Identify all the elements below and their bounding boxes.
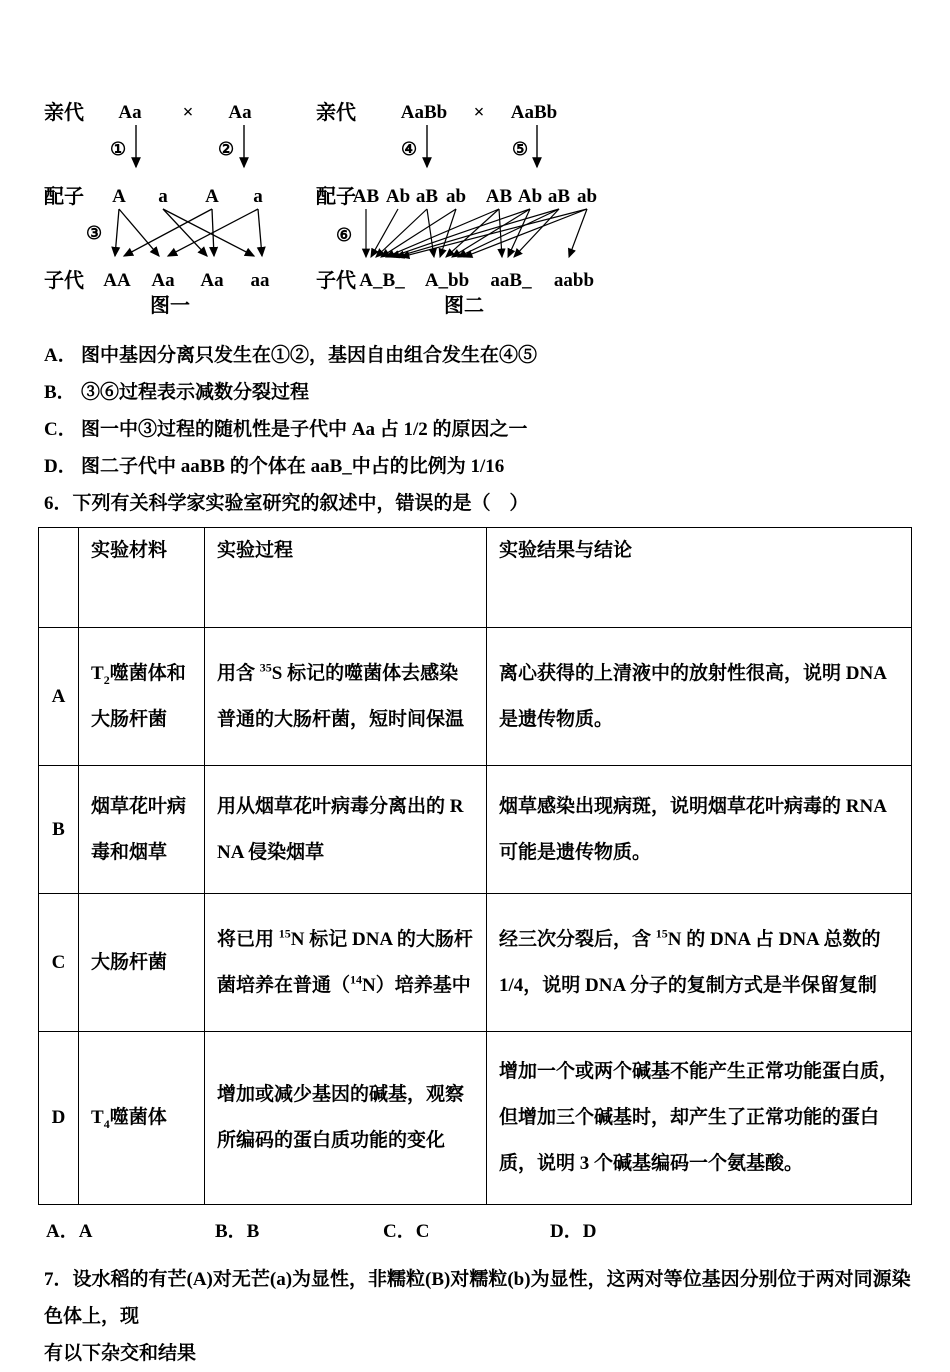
fig2-offspring-label: 子代 bbox=[316, 270, 356, 292]
row-c-process: 将已用 $^{15}$N 标记 DNA 的大肠杆菌培养在普通（$^{14}$N）培养基中 bbox=[205, 894, 487, 1032]
fig2-cross-sign: × bbox=[473, 102, 485, 123]
fig2-gamete-3: aB bbox=[415, 186, 439, 207]
row-b-key: B bbox=[39, 766, 79, 894]
row-b-material: 烟草花叶病毒和烟草 bbox=[79, 766, 205, 894]
fig2-parent2: AaBb bbox=[510, 102, 558, 123]
option-b-text: ③⑥过程表示减数分裂过程 bbox=[81, 382, 310, 403]
fig1-step3-badge: ③ bbox=[86, 223, 103, 243]
fig1-parent1: Aa bbox=[118, 102, 142, 123]
fig2-gamete-2: Ab bbox=[385, 186, 411, 207]
question7-line2: 有以下杂交和结果 bbox=[44, 1343, 197, 1364]
table-row-d bbox=[39, 1032, 912, 1205]
option-c-label: C． bbox=[44, 419, 77, 440]
row-d-process: 增加或减少基因的碱基，观察所编码的蛋白质功能的变化 bbox=[205, 1032, 487, 1205]
row-d-key: D bbox=[39, 1032, 79, 1205]
fig1-parent2: Aa bbox=[228, 102, 252, 123]
fig2-offspring-3: aaB_ bbox=[490, 270, 532, 291]
question7-stem bbox=[38, 1261, 912, 1372]
option-b-label: B． bbox=[44, 382, 76, 403]
fig2-gamete-8: ab bbox=[576, 186, 598, 207]
fig2-step6-badge: ⑥ bbox=[336, 225, 353, 245]
row-c-result: 经三次分裂后，含 $^{15}$N 的 DNA 占 DNA 总数的 1/4，说明 DNA 分子的复制方式是半保留复制 bbox=[487, 894, 912, 1032]
fig2-parent1: AaBb bbox=[400, 102, 448, 123]
question6-answer-options bbox=[46, 1219, 912, 1245]
genetics-figures bbox=[42, 95, 912, 315]
fig1-step2-badge: ② bbox=[218, 139, 235, 159]
fig1-gamete-3: A bbox=[205, 186, 219, 207]
fig1-caption: 图一 bbox=[150, 295, 190, 315]
fig2-caption: 图二 bbox=[444, 295, 484, 315]
question5-option-c bbox=[44, 411, 912, 448]
fig2-gamete-7: aB bbox=[547, 186, 571, 207]
fig2-gamete-4: ab bbox=[445, 186, 467, 207]
fig2-offspring-4: aabb bbox=[553, 270, 595, 291]
fig2-fertilization-arrows bbox=[366, 209, 587, 257]
row-a-material: $T_2$噬菌体和大肠杆菌 bbox=[79, 628, 205, 766]
answer-option-c: C．C bbox=[383, 1221, 430, 1242]
question7-line1: 7．设水稻的有芒(A)对无芒(a)为显性，非糯粒(B)对糯粒(b)为显性，这两对等位基因分别位于两对同源染色体上，现 bbox=[44, 1269, 911, 1327]
fig2-gamete-1: AB bbox=[352, 186, 380, 207]
question5-option-d bbox=[44, 448, 912, 485]
option-d-label: D． bbox=[44, 456, 77, 477]
fig1-offspring-2: Aa bbox=[151, 270, 175, 291]
header-blank-cell bbox=[39, 528, 79, 628]
row-d-result: 增加一个或两个碱基不能产生正常功能蛋白质，但增加三个碱基时，却产生了正常功能的蛋白质，说明 3 个碱基编码一个氨基酸。 bbox=[487, 1032, 912, 1205]
fig2-gamete-5: AB bbox=[485, 186, 513, 207]
answer-option-d: D．D bbox=[550, 1221, 597, 1242]
figure-two-dihybrid-cross bbox=[314, 95, 644, 315]
option-c-text: 图一中③过程的随机性是子代中 Aa 占 1/2 的原因之一 bbox=[81, 419, 528, 440]
fig1-cross-sign: × bbox=[182, 102, 194, 123]
fig2-offspring-1: A_B_ bbox=[359, 270, 405, 291]
fig2-step5-badge: ⑤ bbox=[512, 139, 529, 159]
fig1-gamete-1: A bbox=[112, 186, 126, 207]
fig1-offspring-3: Aa bbox=[200, 270, 224, 291]
fig1-parent-label: 亲代 bbox=[44, 102, 84, 124]
question5-option-b bbox=[44, 374, 912, 411]
question6-stem: 6．下列有关科学家实验室研究的叙述中，错误的是（ ） bbox=[44, 493, 529, 514]
option-a-label: A． bbox=[44, 345, 77, 366]
header-material: 实验材料 bbox=[79, 528, 205, 628]
row-c-material: 大肠杆菌 bbox=[79, 894, 205, 1032]
row-b-result: 烟草感染出现病斑，说明烟草花叶病毒的 RNA 可能是遗传物质。 bbox=[487, 766, 912, 894]
question6-experiment-table bbox=[38, 527, 912, 1205]
fig1-gamete-4: a bbox=[253, 186, 263, 207]
fig2-gamete-label: 配子 bbox=[316, 186, 356, 208]
fig1-gamete-label: 配子 bbox=[44, 186, 84, 208]
fig1-fertilization-arrows bbox=[115, 209, 262, 256]
table-row-c bbox=[39, 894, 912, 1032]
fig1-offspring-4: aa bbox=[250, 270, 270, 291]
answer-option-b: B．B bbox=[215, 1221, 260, 1242]
row-a-process: 用含 $^{35}$S 标记的噬菌体去感染普通的大肠杆菌，短时间保温 bbox=[205, 628, 487, 766]
row-c-key: C bbox=[39, 894, 79, 1032]
fig1-step1-badge: ① bbox=[110, 139, 127, 159]
header-result: 实验结果与结论 bbox=[487, 528, 912, 628]
row-a-result: 离心获得的上清液中的放射性很高，说明 DNA 是遗传物质。 bbox=[487, 628, 912, 766]
row-d-material: $T_4$噬菌体 bbox=[79, 1032, 205, 1205]
fig1-offspring-1: AA bbox=[103, 270, 131, 291]
table-row-b bbox=[39, 766, 912, 894]
question5-option-a bbox=[44, 337, 912, 374]
option-a-text: 图中基因分离只发生在①②，基因自由组合发生在④⑤ bbox=[81, 345, 538, 366]
fig2-step4-badge: ④ bbox=[401, 139, 418, 159]
answer-option-a: A．A bbox=[46, 1221, 93, 1242]
option-d-text: 图二子代中 aaBB 的个体在 aaB_中占的比例为 1/16 bbox=[81, 456, 505, 477]
row-a-key: A bbox=[39, 628, 79, 766]
table-row-a bbox=[39, 628, 912, 766]
fig2-offspring-2: A_bb bbox=[424, 270, 470, 291]
fig1-offspring-label: 子代 bbox=[44, 270, 84, 292]
figure-one-monohybrid-cross bbox=[42, 95, 292, 315]
fig2-gamete-6: Ab bbox=[517, 186, 543, 207]
question5-options bbox=[38, 337, 912, 485]
row-b-process: 用从烟草花叶病毒分离出的 RNA 侵染烟草 bbox=[205, 766, 487, 894]
fig2-parent-label: 亲代 bbox=[316, 102, 356, 124]
table-header-row bbox=[39, 528, 912, 628]
fig1-gamete-2: a bbox=[158, 186, 168, 207]
header-process: 实验过程 bbox=[205, 528, 487, 628]
